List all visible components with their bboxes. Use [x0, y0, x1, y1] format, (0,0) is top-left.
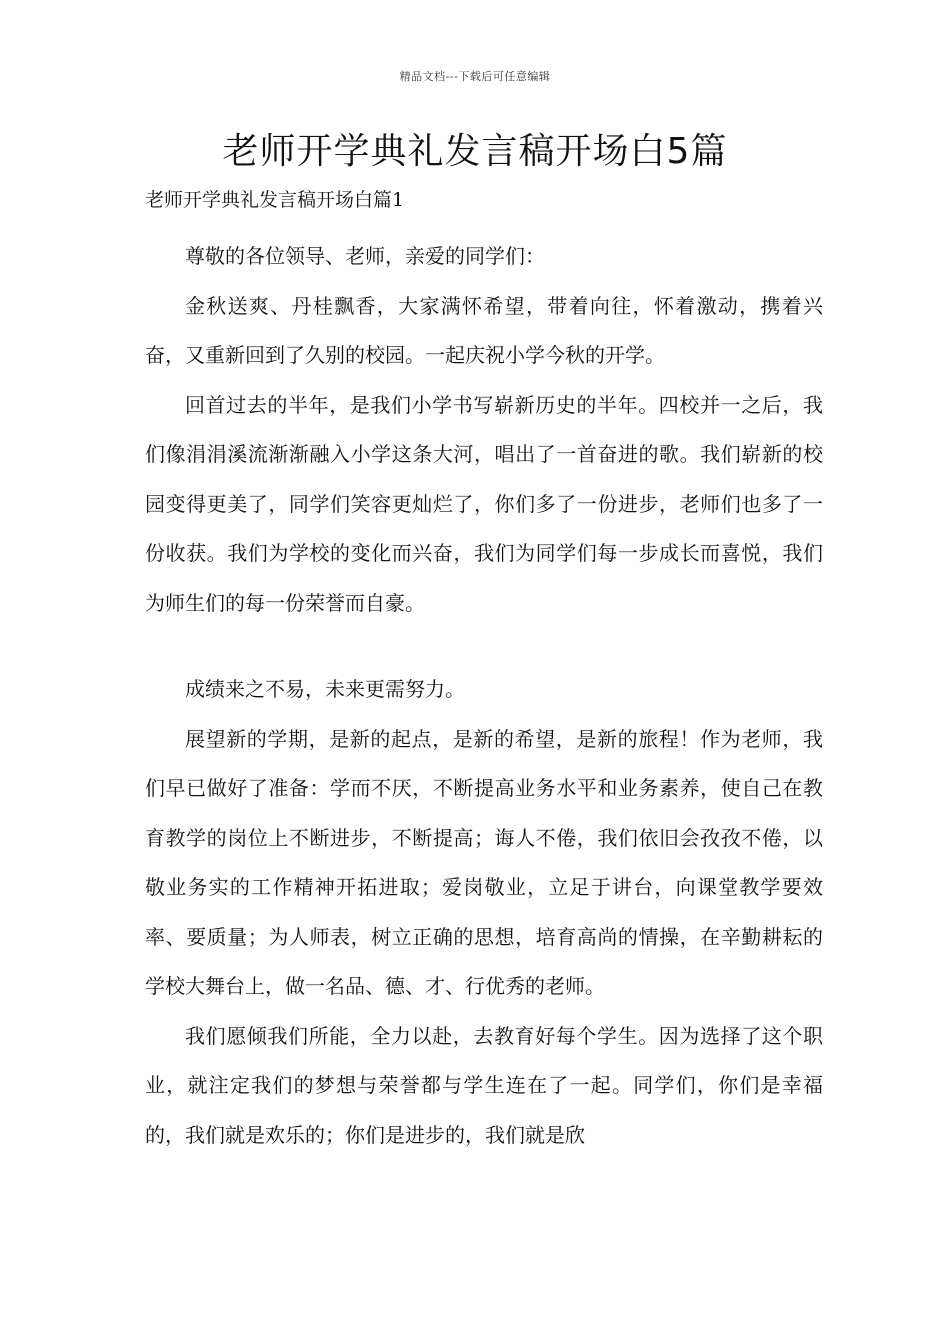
paragraph: 成绩来之不易，未来更需努力。 — [185, 677, 465, 701]
paragraph: 我们愿倾我们所能，全力以赴，去教育好每个学生。因为选择了这个职业，就注定我们的梦想与荣誉都与学生连在了一起。同学们，你们是幸福的，我们就是欢乐的；你们是进步的，我们就是欣 — [145, 1023, 823, 1147]
document-body — [145, 232, 823, 1160]
header-note: 精品文档---下载后可任意编辑 — [399, 70, 551, 83]
document-title: 老师开学典礼发言稿开场白5篇 — [222, 131, 728, 172]
paragraph: 回首过去的半年，是我们小学书写崭新历史的半年。四校并一之后，我们像涓涓溪流渐渐融入小学这条大河，唱出了一首奋进的歌。我们崭新的校园变得更美了，同学们笑容更灿烂了，你们多了一份进步，老师们也多了一份收获。我们为学校的变化而兴奋，我们为同学们每一步成长而喜悦，我们为师生们的每一份荣誉而自豪。 — [145, 392, 823, 615]
section-heading: 老师开学典礼发言稿开场白篇1 — [145, 189, 405, 211]
paragraph: 金秋送爽、丹桂飘香，大家满怀希望，带着向往，怀着激动，携着兴奋，又重新回到了久别的校园。一起庆祝小学今秋的开学。 — [145, 293, 823, 367]
paragraph: 展望新的学期，是新的起点，是新的希望，是新的旅程！作为老师，我们早已做好了准备：学而不厌，不断提高业务水平和业务素养，使自己在教育教学的岗位上不断进步，不断提高；诲人不倦，我们依旧会孜孜不倦，以敬业务实的工作精神开拓进取；爱岗敬业，立足于讲台，向课堂教学要效率、要质量；为人师表，树立正确的思想，培育高尚的情操，在辛勤耕耘的学校大舞台上，做一名品、德、才、行优秀的老师。 — [145, 726, 823, 998]
paragraph-greeting: 尊敬的各位领导、老师，亲爱的同学们： — [185, 244, 545, 268]
